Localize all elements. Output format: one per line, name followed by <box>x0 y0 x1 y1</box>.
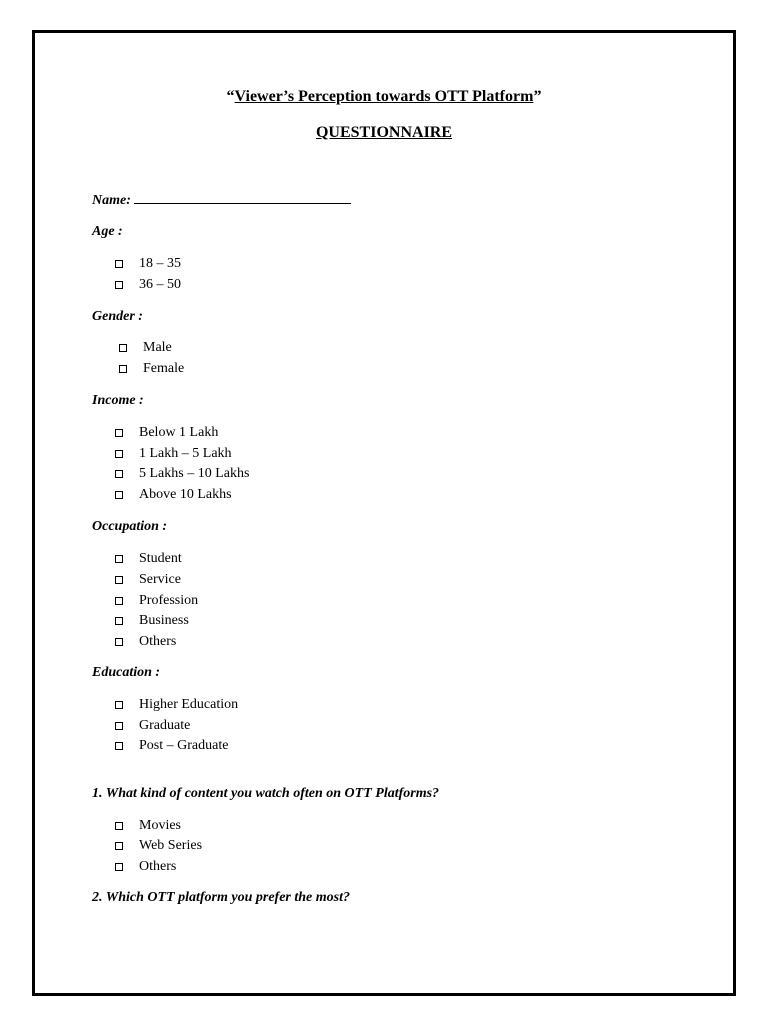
checkbox[interactable] <box>119 344 127 352</box>
option-label: 18 – 35 <box>139 256 181 271</box>
checkbox[interactable] <box>115 281 123 289</box>
option-label: Female <box>143 361 185 376</box>
title-text: Viewer’s Perception towards OTT Platform <box>234 88 534 105</box>
gender-option[interactable] <box>119 360 184 378</box>
checkbox[interactable] <box>115 722 123 730</box>
income-label: Income : <box>92 393 144 408</box>
document-subtitle: QUESTIONNAIRE <box>315 124 453 141</box>
income-option[interactable] <box>115 486 232 504</box>
checkbox[interactable] <box>115 597 123 605</box>
option-label: Student <box>139 551 182 566</box>
option-label: 5 Lakhs – 10 Lakhs <box>139 466 250 481</box>
checkbox[interactable] <box>115 863 123 871</box>
question-1-option[interactable] <box>115 817 181 835</box>
option-label: Movies <box>139 818 181 833</box>
option-label: Male <box>143 340 172 355</box>
name-input-line[interactable] <box>134 191 351 204</box>
option-label: Graduate <box>139 718 191 733</box>
option-label: Profession <box>139 593 199 608</box>
age-option[interactable] <box>115 276 181 294</box>
option-label: Others <box>139 859 177 874</box>
name-field <box>92 191 351 210</box>
checkbox[interactable] <box>115 822 123 830</box>
age-option[interactable] <box>115 255 181 273</box>
title-close-quote: ” <box>533 88 542 105</box>
checkbox[interactable] <box>115 701 123 709</box>
title-open-quote: “ <box>226 88 235 105</box>
option-label: Web Series <box>139 838 203 853</box>
option-label: Above 10 Lakhs <box>139 487 232 502</box>
question-2-text: 2. Which OTT platform you prefer the most? <box>92 890 350 905</box>
education-option[interactable] <box>115 737 228 755</box>
option-label: Post – Graduate <box>139 738 229 753</box>
occupation-option[interactable] <box>115 633 176 651</box>
checkbox[interactable] <box>115 429 123 437</box>
occupation-label: Occupation : <box>92 519 168 534</box>
education-option[interactable] <box>115 717 190 735</box>
checkbox[interactable] <box>115 617 123 625</box>
checkbox[interactable] <box>115 576 123 584</box>
occupation-option[interactable] <box>115 612 189 630</box>
checkbox[interactable] <box>115 470 123 478</box>
checkbox[interactable] <box>119 365 127 373</box>
question-1-option[interactable] <box>115 858 176 876</box>
gender-option[interactable] <box>119 339 172 357</box>
occupation-option[interactable] <box>115 571 181 589</box>
question-1-option[interactable] <box>115 837 202 855</box>
occupation-option[interactable] <box>115 592 198 610</box>
document-title <box>0 86 768 108</box>
checkbox[interactable] <box>115 260 123 268</box>
question-1-text: 1. What kind of content you watch often on OTT Platforms? <box>92 786 440 801</box>
age-label: Age : <box>92 224 123 239</box>
income-option[interactable] <box>115 465 249 483</box>
income-option[interactable] <box>115 424 218 442</box>
education-option[interactable] <box>115 696 238 714</box>
option-label: 1 Lakh – 5 Lakh <box>139 446 232 461</box>
name-label: Name: <box>92 193 131 208</box>
checkbox[interactable] <box>115 555 123 563</box>
option-label: Others <box>139 634 177 649</box>
option-label: 36 – 50 <box>139 277 181 292</box>
checkbox[interactable] <box>115 638 123 646</box>
checkbox[interactable] <box>115 842 123 850</box>
checkbox[interactable] <box>115 742 123 750</box>
gender-label: Gender : <box>92 309 143 324</box>
checkbox[interactable] <box>115 450 123 458</box>
option-label: Service <box>139 572 181 587</box>
income-option[interactable] <box>115 445 232 463</box>
option-label: Higher Education <box>139 697 239 712</box>
occupation-option[interactable] <box>115 550 182 568</box>
option-label: Below 1 Lakh <box>139 425 219 440</box>
checkbox[interactable] <box>115 491 123 499</box>
option-label: Business <box>139 613 189 628</box>
education-label: Education : <box>92 665 161 680</box>
